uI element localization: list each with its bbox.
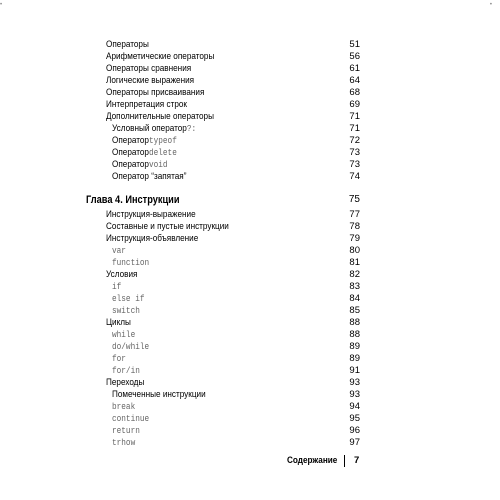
toc-entry [112,401,360,413]
toc-entry [112,389,360,401]
toc-entry [112,353,360,365]
toc-entry-title [112,305,140,317]
toc-entry-title [112,257,149,269]
toc-page-number: 73 [349,159,360,170]
page-number: 7 [354,455,360,466]
toc-entry [112,365,360,377]
toc-page-number: 88 [349,317,360,328]
code-keyword: for [112,354,126,364]
toc-entry-title [112,281,121,293]
toc-entry [106,87,360,99]
code-keyword: else if [112,294,145,304]
toc-page-number: 84 [349,293,360,304]
toc-page-number: 78 [349,221,360,232]
toc-entry [112,305,360,317]
toc-page-number: 95 [349,413,360,424]
toc-entry [106,209,360,221]
toc-entry-title [106,111,214,123]
toc-page-number: 74 [349,171,360,182]
toc-page-number: 88 [349,329,360,340]
title-text: Оператор [112,159,149,170]
toc-entry [106,51,360,63]
title-text: Интерпретация строк [106,99,187,110]
toc-entry [112,171,360,183]
toc-entry-title [112,147,177,159]
toc-entry [112,341,360,353]
toc-entry [106,221,360,233]
title-text: Оператор [112,135,149,146]
toc-entry [106,233,360,245]
toc-entry-title [112,425,140,437]
toc-entry [106,111,360,123]
toc-entry [112,437,360,449]
toc-entry-title [112,171,186,183]
toc-entry [112,257,360,269]
toc-entry-title [86,194,180,206]
toc-entry-title [112,365,140,377]
toc-entry [106,39,360,51]
toc-entry-title [112,293,145,305]
toc-page-number: 71 [349,111,360,122]
toc-entry-title [112,135,177,147]
toc-page-number: 96 [349,425,360,436]
toc-entry-title [112,437,135,449]
code-keyword: ?: [186,124,197,134]
toc-entry [112,245,360,257]
toc-entry-title [106,221,229,233]
toc-entry [106,63,360,75]
toc-page-number: 71 [349,123,360,134]
toc-entry-title [106,39,149,51]
toc-page-number: 81 [349,257,360,268]
toc-chapter-heading [86,193,360,207]
toc-entry [106,75,360,87]
title-text: Операторы [106,39,149,50]
toc-entry-title [106,63,191,75]
toc-entry-title [112,245,126,257]
toc-page-number: 68 [349,87,360,98]
toc-page-number: 51 [349,39,360,50]
toc-entry-title [106,99,187,111]
title-text: Инструкция-выражение [106,209,196,220]
toc-page-number: 61 [349,63,360,74]
toc-page-number: 82 [349,269,360,280]
corner-crop-mark: • [0,2,3,8]
title-text: Циклы [106,317,131,328]
title-text: Переходы [106,377,145,388]
toc-page-number: 85 [349,305,360,316]
code-keyword: trhow [112,438,136,448]
toc-page-number: 64 [349,75,360,86]
toc-page-number: 72 [349,135,360,146]
title-text: Логические выражения [106,75,195,86]
toc-page-number: 73 [349,147,360,158]
toc-page-number: 56 [349,51,360,62]
code-keyword: return [112,426,140,436]
code-keyword: do/while [112,342,150,352]
toc-entry-title [112,413,149,425]
toc-entry [112,281,360,293]
title-text: Операторы сравнения [106,63,192,74]
title-text: Помеченные инструкции [112,389,206,400]
toc-entry [106,317,360,329]
code-keyword: switch [112,306,140,316]
toc-page-number: 89 [349,341,360,352]
toc-page-number: 79 [349,233,360,244]
toc-entry-title [112,353,126,365]
title-text: Глава 4. Инструкции [86,194,180,206]
title-text: Условный оператор [112,123,187,134]
running-footer-title: Содержание [287,455,338,466]
toc-entry-title [112,389,206,401]
toc-page-number: 83 [349,281,360,292]
toc-entry [106,377,360,389]
title-text: Операторы присваивания [106,87,205,98]
code-keyword: void [148,160,168,170]
toc-page-number: 93 [349,377,360,388]
toc-entry [112,159,360,171]
toc-entry [112,329,360,341]
toc-entry-title [106,75,194,87]
toc-entry-title [106,317,131,329]
toc-entry-title [112,341,149,353]
title-text: Оператор “запятая” [112,171,187,182]
toc-page-number: 89 [349,353,360,364]
toc-entry [112,425,360,437]
toc-entry-title [106,233,198,245]
toc-entry [112,123,360,135]
toc-entry-title [106,377,144,389]
title-text: Инструкция-объявление [106,233,199,244]
title-text: Составные и пустые инструкции [106,221,229,232]
toc-entry-title [106,87,204,99]
toc-entry [112,413,360,425]
toc-entry-title [112,123,196,135]
toc-entry-title [112,329,135,341]
toc-page-number: 80 [349,245,360,256]
toc-entry-title [112,401,135,413]
code-keyword: for/in [112,366,140,376]
toc-page-number: 77 [349,209,360,220]
title-text: Оператор [112,147,149,158]
title-text: Арифметические операторы [106,51,215,62]
toc-entry [112,293,360,305]
code-keyword: var [112,246,126,256]
footer-divider [344,455,345,467]
toc-entry [112,147,360,159]
toc-page-number: 93 [349,389,360,400]
toc-entry-title [106,51,214,63]
corner-crop-mark: • [489,2,492,8]
toc-entry-title [106,269,137,281]
code-keyword: delete [148,148,177,158]
title-text: Дополнительные операторы [106,111,214,122]
code-keyword: typeof [148,136,177,146]
code-keyword: function [112,258,150,268]
toc-page-number: 97 [349,437,360,448]
toc-page-number: 75 [348,194,360,205]
toc-entry [106,269,360,281]
code-keyword: break [112,402,136,412]
toc-page-number: 91 [349,365,360,376]
toc-page-number: 69 [349,99,360,110]
code-keyword: while [112,330,136,340]
code-keyword: if [112,282,122,292]
toc-entry-title [106,209,196,221]
toc-entry [106,99,360,111]
title-text: Условия [106,269,138,280]
toc-page-number: 94 [349,401,360,412]
toc-entry-title [112,159,168,171]
code-keyword: continue [112,414,150,424]
toc-entry [112,135,360,147]
